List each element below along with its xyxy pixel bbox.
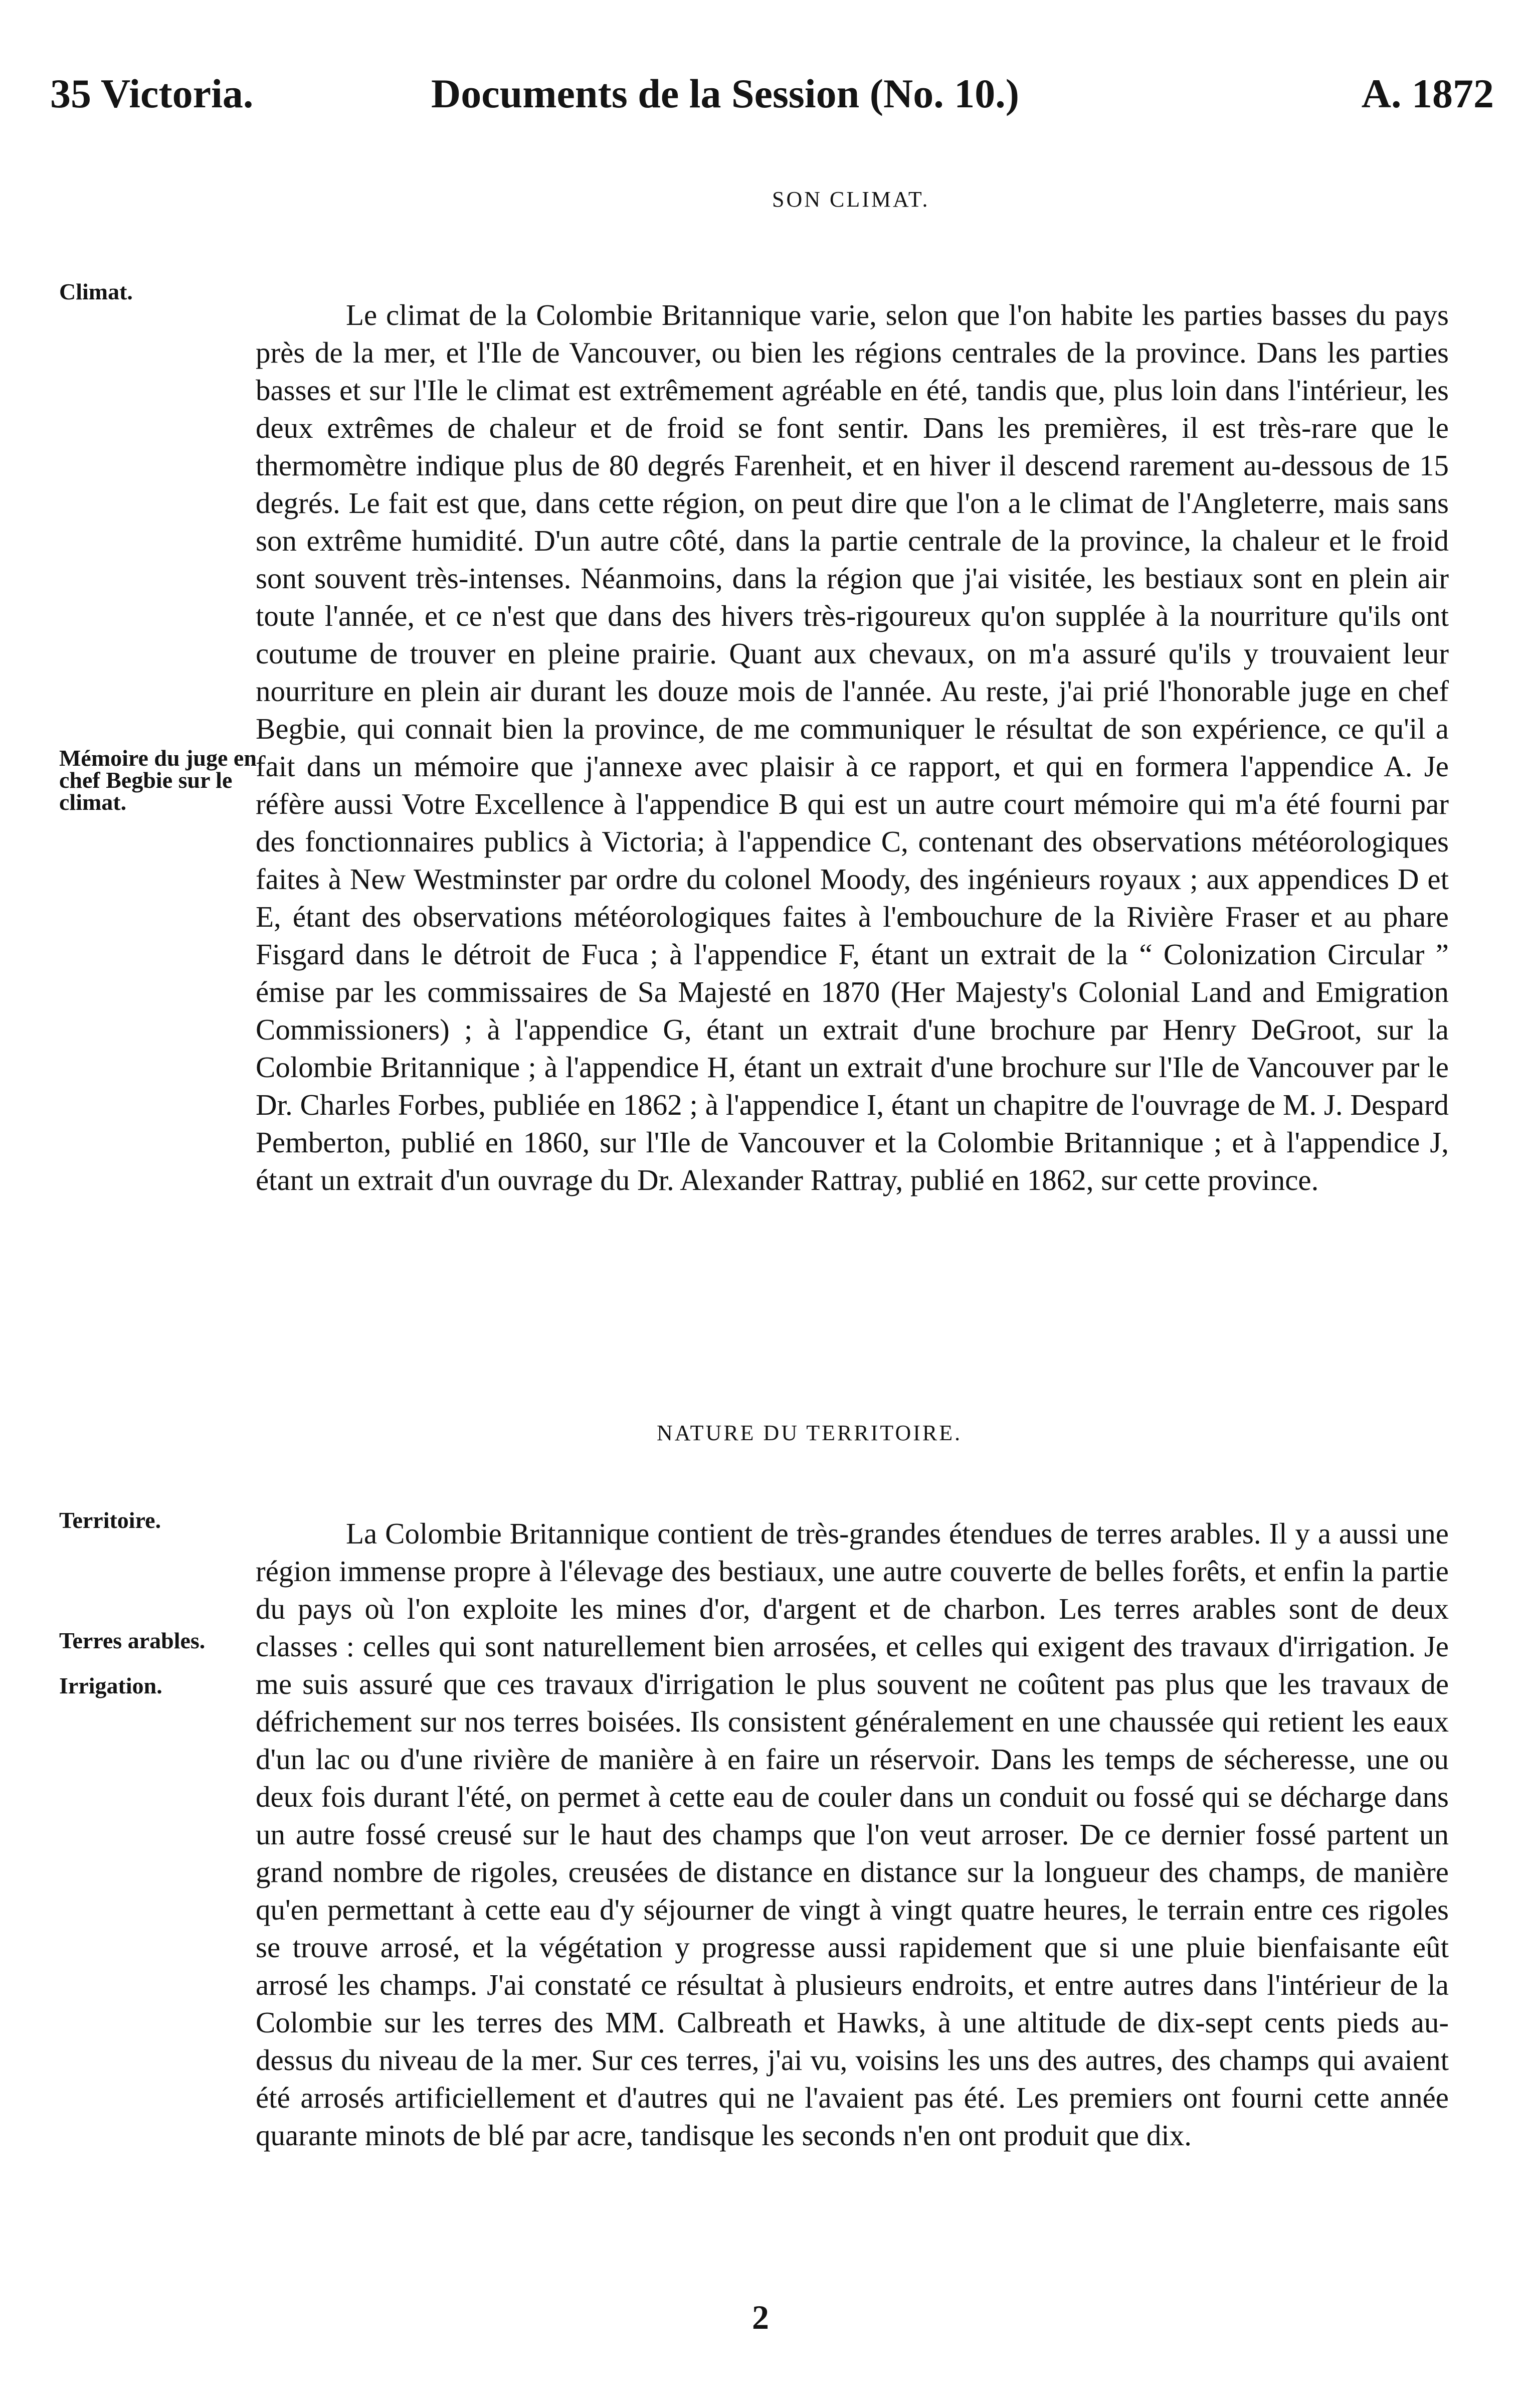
section-heading-climat: SON CLIMAT. [772,187,930,212]
margin-note-terres-arables: Terres arables. [59,1628,206,1653]
header-year: A. 1872 [1361,71,1494,116]
paragraph-territoire: La Colombie Britannique contient de très-grandes étendues de terres arables. Il y a aussi une région immense propre à l'élevage des bestiaux, une autre couverte de belles forêts, et enfin la partie du pays où l'on exploite les mines d'or, d'argent et de charbon. Les terres arables sont de deux classes : celles qui sont naturellement bien arrosées, et celles qui exigent des travaux d'irrigation. Je me suis assuré que ces travaux d'irrigation le plus souvent ne coûtent pas plus que les travaux de défrichement sur nos terres boisées. Ils consistent généralement en une chaussée qui retient les eaux d'un lac ou d'une rivière de manière à en faire un réservoir. Dans les temps de sécheresse, une ou deux fois durant l'été, on permet à cette eau de couler dans un conduit ou fossé qui se décharge dans un autre fossé creusé sur le haut des champs que l'on veut arroser. De ce dernier fossé partent un grand nombre de rigoles, creusées de distance en distance sur la longueur des champs, de manière qu'en permettant à cette eau d'y séjourner de vingt à vingt quatre heures, le terrain entre ces rigoles se trouve arrosé, et la végétation y progresse aussi rapidement que si une pluie bienfaisante eût arrosé les champs. J'ai constaté ce résultat à plusieurs endroits, et entre autres dans l'intérieur de la Colombie sur les terres des MM. Calbreath et Hawks, à une altitude de dix-sept cents pieds au-dessus du niveau de la mer. Sur ces terres, j'ai vu, voisins les uns des autres, des champs qui avaient été arrosés artificiellement et d'autres qui ne l'avaient pas été. Les premiers ont fourni cette année quarante minots de blé par acre, tandisque les seconds n'en ont produit que dix. [256,1517,1449,2152]
paragraph-climat: Le climat de la Colombie Britannique varie, selon que l'on habite les parties basses du pays près de la mer, et l'Ile de Vancouver, ou bien les régions centrales de la province. Dans les parties basses et sur l'Ile le climat est extrêmement agréable en été, tandis que, plus loin dans l'intérieur, les deux extrêmes de chaleur et de froid se font sentir. Dans les premières, il est très-rare que le thermomètre indique plus de 80 degrés Farenheit, et en hiver il descend rarement au-dessous de 15 degrés. Le fait est que, dans cette région, on peut dire que l'on a le climat de l'Angleterre, mais sans son extrême humidité. D'un autre côté, dans la partie centrale de la province, la chaleur et le froid sont souvent très-intenses. Néanmoins, dans la région que j'ai visitée, les bestiaux sont en plein air toute l'année, et ce n'est que dans des hivers très-rigoureux qu'on supplée à la nourriture qu'ils ont coutume de trouver en pleine prairie. Quant aux chevaux, on m'a assuré qu'ils y trouvaient leur nourriture en plein air durant les douze mois de l'année. Au reste, j'ai prié l'honorable juge en chef Begbie, qui connait bien la province, de me communiquer le résultat de son expérience, ce qu'il a fait dans un mémoire que j'annexe avec plaisir à ce rapport, et qui en formera l'appendice A. Je réfère aussi Votre Excellence à l'appendice B qui est un autre court mémoire qui m'a été fourni par des fonctionnaires publics à Victoria; à l'appendice C, contenant des observations météorologiques faites à New Westminster par ordre du colonel Moody, des ingénieurs royaux ; aux appendices D et E, étant des observations météorologiques faites à l'embouchure de la Rivière Fraser et au phare Fisgard dans le détroit de Fuca ; à l'appendice F, étant un extrait de la “ Colonization Circular ” émise par les commissaires de Sa Majesté en 1870 (Her Majesty's Colonial Land and Emigration Commissioners) ; à l'appendice G, étant un extrait d'une brochure par Henry DeGroot, sur la Colombie Britannique ; à l'appendice H, étant un extrait d'une brochure sur l'Ile de Vancouver par le Dr. Charles Forbes, publiée en 1862 ; à l'appendice I, étant un chapitre de l'ouvrage de M. J. Despard Pemberton, publié en 1860, sur l'Ile de Vancouver et la Colombie Britannique ; et à l'appendice J, étant un extrait d'un ouvrage du Dr. Alexander Rattray, publié en 1862, sur cette province. [256,298,1449,1196]
section-heading-territoire: NATURE DU TERRITOIRE. [657,1421,963,1445]
header-volume: 35 Victoria. [50,71,254,116]
header-title: Documents de la Session (No. 10.) [431,71,1020,116]
page-number: 2 [752,2298,769,2336]
margin-note-territoire: Territoire. [59,1507,161,1533]
margin-note-memoire: Mémoire du juge en chef Begbie sur le climat. [59,745,257,815]
margin-note-climat: Climat. [59,279,133,304]
running-header [50,70,1494,125]
margin-note-irrigation: Irrigation. [59,1673,162,1698]
